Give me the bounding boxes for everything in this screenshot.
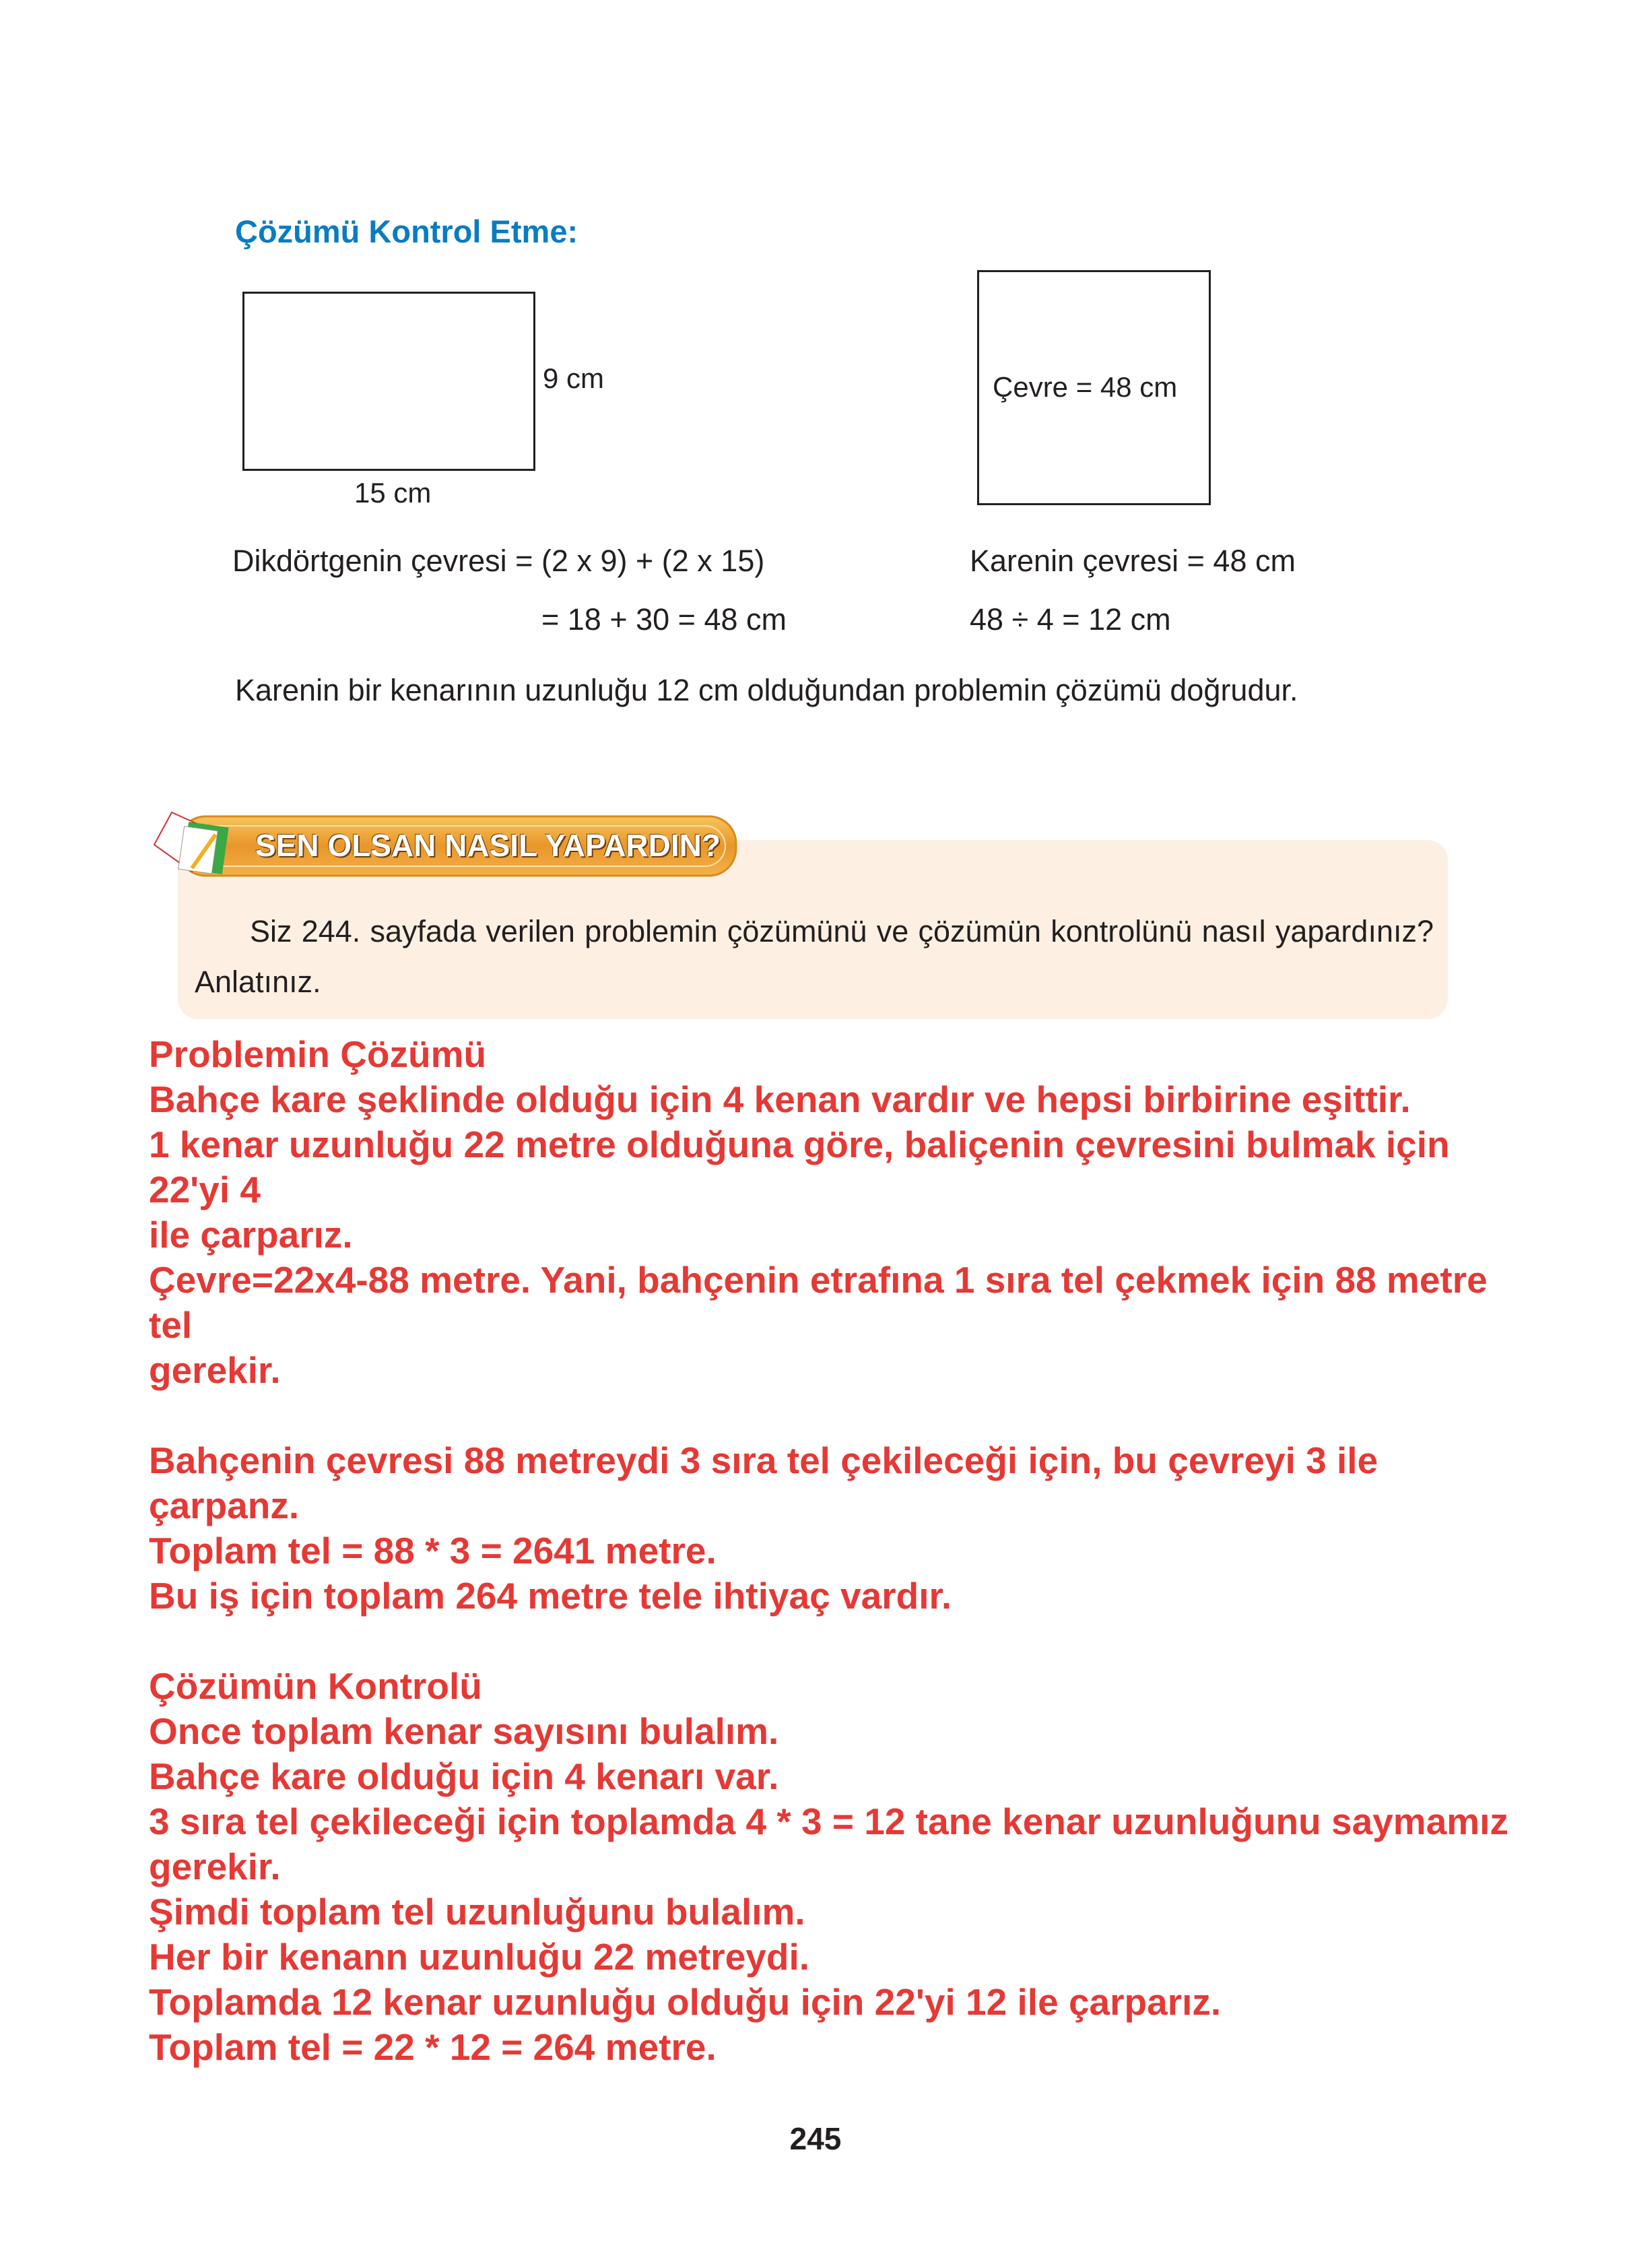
answer-line: Problemin Çözümü (149, 1033, 487, 1075)
page-number: 245 (789, 2121, 842, 2156)
answer-line: tel (149, 1304, 193, 1346)
conclusion-text: Karenin bir kenarının uzunluğu 12 cm olduğundan problemin çözümü doğrudur. (235, 673, 1298, 707)
activity-banner (152, 811, 737, 880)
answer-line: Toplamda 12 kenar uzunluğu olduğu için 22'yi 12 ile çarparız. (149, 1981, 1222, 2023)
answer-line: Bu iş için toplam 264 metre tele ihtiyaç vardır. (149, 1575, 952, 1617)
answer-line: 1 kenar uzunluğu 22 metre olduğuna göre, baliçenin çevresini bulmak için (149, 1124, 1450, 1165)
answer-line: Bahçenin çevresi 88 metreydi 3 sıra tel çekileceği için, bu çevreyi 3 ile (149, 1439, 1378, 1481)
answer-line: Çevre=22x4-88 metre. Yani, bahçenin etrafına 1 sıra tel çekmek için 88 metre (149, 1259, 1488, 1301)
square-equation-1: Karenin çevresi = 48 cm (970, 544, 1296, 578)
section-heading: Çözümü Kontrol Etme: (235, 214, 578, 249)
answer-line: Once toplam kenar sayısını bulalım. (149, 1710, 779, 1752)
answer-line: çarpanz. (149, 1485, 300, 1526)
rectangle-figure (242, 292, 535, 471)
answer-line: ile çarparız. (149, 1214, 353, 1256)
answer-line: 22'yi 4 (149, 1169, 261, 1210)
answer-line: Bahçe kare şeklinde olduğu için 4 kenan vardır ve hepsi birbirine eşittir. (149, 1078, 1411, 1120)
answer-line: Şimdi toplam tel uzunluğunu bulalım. (149, 1891, 805, 1933)
activity-text-content: Siz 244. sayfada verilen problemin çözümünü ve çözümün kontrolünü nasıl yapardınız? Anlatınız. (195, 914, 1434, 999)
rect-height-label: 9 cm (543, 362, 605, 394)
answer-line: Bahçe kare olduğu için 4 kenarı var. (149, 1755, 779, 1797)
answer-line: Çözümün Kontrolü (149, 1665, 482, 1707)
square-equation-2: 48 ÷ 4 = 12 cm (970, 602, 1171, 637)
answer-line: 3 sıra tel çekileceği için toplamda 4 * 3 = 12 tane kenar uzunluğunu saymamız (149, 1801, 1508, 1842)
answer-line (149, 1619, 1572, 1664)
answer-line: gerekir. (149, 1846, 281, 1887)
answer-line: Toplam tel = 22 * 12 = 264 metre. (149, 2026, 717, 2068)
rect-width-label: 15 cm (354, 477, 432, 509)
answer-line (149, 1393, 1572, 1438)
activity-text (195, 906, 1434, 1007)
answer-line: Toplam tel = 88 * 3 = 2641 metre. (149, 1530, 717, 1572)
banner-title: SEN OLSAN NASIL YAPARDIN? (255, 828, 721, 863)
answer-line: gerekir. (149, 1349, 281, 1391)
rect-equation-2: = 18 + 30 = 48 cm (541, 602, 787, 637)
rect-equation-1: Dikdörtgenin çevresi = (2 x 9) + (2 x 15) (232, 544, 765, 578)
answer-line: Her bir kenann uzunluğu 22 metreydi. (149, 1936, 810, 1978)
square-perimeter-label: Çevre = 48 cm (993, 371, 1178, 403)
answer-text (149, 1032, 1572, 2070)
